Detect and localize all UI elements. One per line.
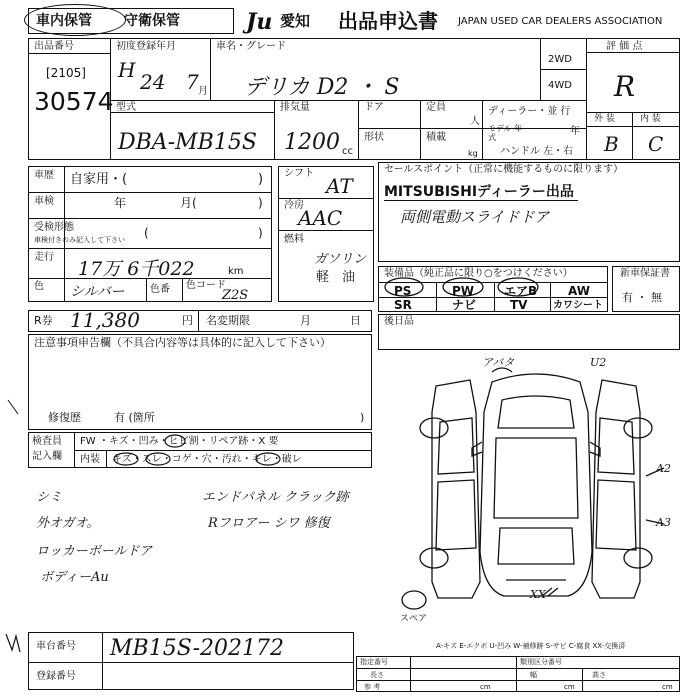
equipment-navi: ナビ xyxy=(452,298,477,312)
spec-footer-block xyxy=(356,656,680,692)
fuel-gasoline: ガソリン xyxy=(314,252,367,267)
chassis-value: MB15S-202172 xyxy=(110,636,284,661)
shift-value: AT xyxy=(326,174,353,198)
dealer-handle: ハンドル 左・右 xyxy=(500,146,574,157)
registration-label: 初度登録年月 xyxy=(116,41,176,52)
handwritten-note-6: ボディーAu xyxy=(40,570,109,585)
shape-label: 形状 xyxy=(364,132,384,143)
drive-2wd: 2WD xyxy=(548,54,572,65)
diagram-legend: A-キズ E-エクボ U-凹み W-補修跡 S-サビ C-腐食 XX-交換済 xyxy=(436,642,626,650)
registration-year: 24 xyxy=(140,70,166,94)
inspection-form-close: ) xyxy=(258,226,263,240)
warranty-value: 有 ・ 無 xyxy=(622,291,662,304)
history-label: 車歴 xyxy=(34,170,54,181)
page-title: 出品申込書 xyxy=(338,9,438,33)
equipment-tv: TV xyxy=(510,298,528,312)
inspection-label: 車検 xyxy=(34,196,54,207)
equipment-leather-seat: カワシート xyxy=(553,300,603,311)
name-change-label: 名変期限 xyxy=(206,314,250,327)
page-subtitle: JAPAN USED CAR DEALERS ASSOCIATION xyxy=(458,16,663,27)
dealer-label: ディーラー・並 行 xyxy=(488,106,571,117)
cooling-label: 冷房 xyxy=(284,200,304,211)
inspector-label-2: 記入欄 xyxy=(32,451,62,462)
name-change-day: 日 xyxy=(350,314,361,327)
car-damage-diagram xyxy=(392,352,680,624)
inspection-form-open: ( xyxy=(144,226,149,240)
chassis-label: 車台番号 xyxy=(36,641,76,652)
inspector-interior-label: 内装 xyxy=(80,454,100,465)
displacement-unit: cc xyxy=(342,146,353,157)
later-items-label: 後日品 xyxy=(384,316,414,327)
spec-cm-1: cm xyxy=(480,683,491,691)
spec-cm-2: cm xyxy=(564,683,575,691)
load-unit: kg xyxy=(468,149,478,158)
equipment-pw: PW xyxy=(452,284,475,298)
door-label: ドア xyxy=(364,102,384,113)
registration-month-unit: 月 xyxy=(198,86,208,97)
selling-points-label: セールスポイント（正常に機能するものに限ります） xyxy=(384,164,624,175)
color-value: シルバー xyxy=(70,284,125,300)
storage-indoor: 車内保管 xyxy=(36,13,92,29)
lot-number: 30574 xyxy=(34,87,114,116)
grade-interior-label: 内 装 xyxy=(640,114,661,124)
repair-history-close: ) xyxy=(360,411,365,424)
selling-points-handwritten: 両側電動スライドドア xyxy=(400,208,550,226)
grade-value: R xyxy=(614,70,636,103)
spec-ref-label: 参 考 xyxy=(364,683,381,691)
selling-points-dealer-line: MITSUBISHIディーラー出品 xyxy=(384,184,578,201)
margin-pen-marks xyxy=(2,380,24,680)
dealer-year-unit: 年 xyxy=(570,126,580,137)
name-change-month: 月 xyxy=(300,314,311,327)
warranty-label: 新車保証書 xyxy=(620,268,670,279)
handwritten-note-2: エンドパネル クラック跡 xyxy=(202,490,349,505)
mileage-label: 走行 xyxy=(34,252,54,263)
inspection-month: 月( xyxy=(180,196,197,210)
inspection-close: ) xyxy=(258,196,263,210)
grade-exterior-label: 外 装 xyxy=(594,114,615,124)
spec-length-label: 長さ xyxy=(370,671,384,679)
notes-label: 注意事項申告欄（不具合内容等は具体的に記入して下さい） xyxy=(34,336,331,349)
handwritten-note-4: Rフロアー シワ 修復 xyxy=(208,516,330,531)
color-label: 色 xyxy=(34,281,44,292)
spec-width-label: 幅 xyxy=(530,671,537,679)
registration-month: 7 xyxy=(186,70,199,94)
inspection-year: 年 xyxy=(114,196,127,210)
diagram-mark-a2: A2 xyxy=(656,462,671,475)
equipment-circle-marks xyxy=(380,270,540,300)
repair-history-label: 修復歴 xyxy=(48,411,81,424)
equipment-ps: PS xyxy=(394,284,412,298)
capacity-label: 定員 xyxy=(426,102,446,113)
equipment-sr: SR xyxy=(394,298,412,312)
fuel-light-oil: 軽 油 xyxy=(316,270,356,285)
diagram-mark-a3: A3 xyxy=(656,516,671,529)
car-name-value: デリカ D2 ・ S xyxy=(244,75,400,100)
diagram-mark-avata: アバタ xyxy=(482,356,515,369)
inspection-form-label: 受検形態 xyxy=(34,222,74,233)
recycle-value: 11,380 xyxy=(70,308,140,332)
grade-label: 評 価 点 xyxy=(606,41,643,52)
equipment-label: 装備品（純正品に限り○をつけください） xyxy=(384,268,573,279)
inspector-interior-row: キズ・スレ・コゲ・穴・汚れ・キレ・破レ xyxy=(112,454,302,465)
spec-specified-label: 指定番号 xyxy=(360,658,388,666)
equipment-airbag: エアB xyxy=(504,284,538,298)
lot-label: 出品番号 xyxy=(34,41,74,52)
shift-label: シフト xyxy=(284,168,314,179)
later-items-block xyxy=(378,314,680,350)
equipment-aw: AW xyxy=(568,284,590,298)
handwritten-note-1: シミ xyxy=(36,490,63,505)
mileage-value: 17万 6千022 xyxy=(78,258,195,280)
color-code-field-label: 色コード xyxy=(186,280,226,291)
recycle-unit: 円 xyxy=(182,314,193,327)
displacement-label: 排気量 xyxy=(280,102,310,113)
handwritten-note-5: ロッカーボールドア xyxy=(36,544,153,559)
capacity-unit: 人 xyxy=(470,116,480,127)
ju-logo-text: 愛知 xyxy=(280,12,311,30)
fuel-label: 燃料 xyxy=(284,234,304,245)
color-code-label: 色番 xyxy=(150,284,170,295)
recycle-label: R券 xyxy=(34,314,53,327)
load-label: 積載 xyxy=(426,132,446,143)
ju-logo: Ju xyxy=(246,9,273,35)
inspector-fw-row: FW ・キズ・凹み・ヒビ割・リペア跡・X 要 xyxy=(80,436,279,447)
displacement-value: 1200 xyxy=(284,130,340,155)
grade-exterior-value: B xyxy=(604,132,619,156)
dealer-model-year: モデル 年式 xyxy=(488,124,523,142)
handwritten-note-3: 外オガオ。 xyxy=(36,516,100,531)
diagram-spare-label: スペア xyxy=(400,614,428,624)
color-code-value: Z2S xyxy=(222,288,249,303)
registration-era: H xyxy=(118,58,136,82)
model-value: DBA-MB15S xyxy=(118,130,257,155)
grade-interior-value: C xyxy=(648,132,664,156)
history-value: 自家用・( xyxy=(70,172,128,187)
spec-height-label: 高さ xyxy=(592,671,606,679)
drive-4wd: 4WD xyxy=(548,80,572,91)
cooling-value: AAC xyxy=(298,206,343,230)
car-name-label: 車名・グレード xyxy=(216,41,286,52)
model-label: 型式 xyxy=(116,102,136,113)
diagram-mark-u2: U2 xyxy=(590,356,607,369)
storage-guard: 守衛保管 xyxy=(124,13,180,29)
inspection-form-note: 車検付きのみ記入して下さい xyxy=(34,236,125,244)
spec-class-label: 類別区分番号 xyxy=(520,658,562,666)
inspector-label-1: 検査員 xyxy=(32,436,62,447)
plate-label: 登録番号 xyxy=(36,671,76,682)
history-close: ) xyxy=(258,172,264,187)
inspector-circle-marks xyxy=(110,432,310,468)
lot-sub-number: [2105] xyxy=(46,66,86,80)
spec-cm-3: cm xyxy=(662,683,673,691)
diagram-mark-xx: XX xyxy=(530,588,546,601)
mileage-unit: km xyxy=(228,266,244,277)
repair-history-value: 有 (箇所 xyxy=(114,411,155,424)
